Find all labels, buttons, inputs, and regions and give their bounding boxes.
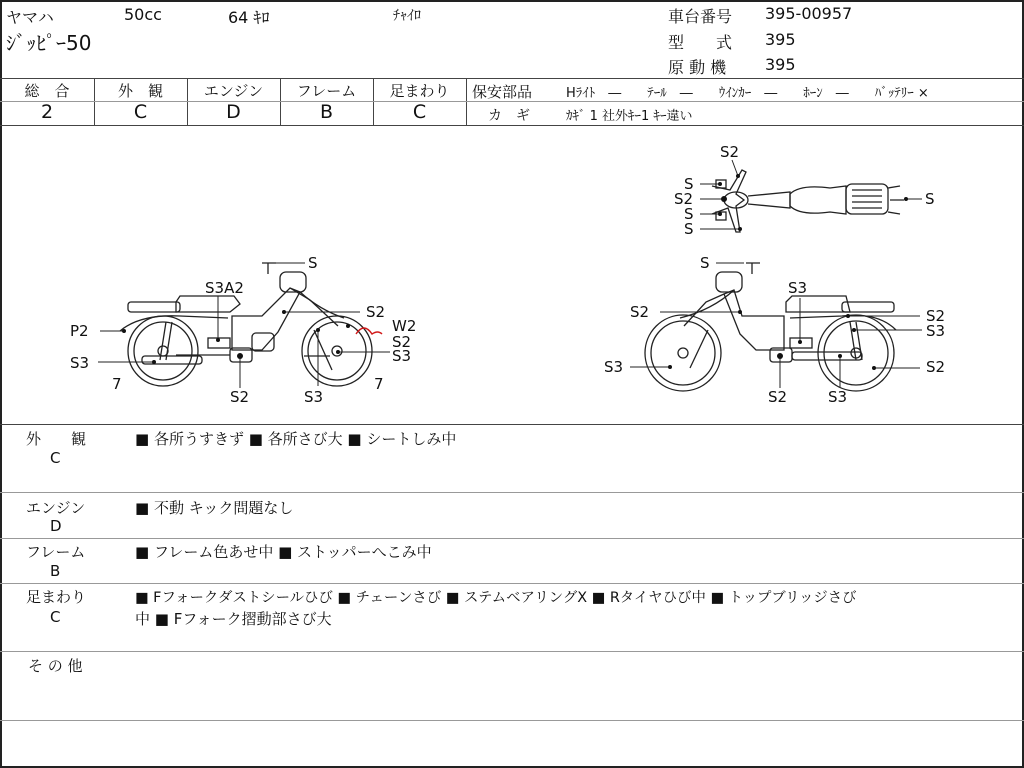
note-frame-text: ■ フレーム色あせ中 ■ ストッパーへこみ中 <box>135 543 432 561</box>
grade-suspension-value: C <box>412 101 427 123</box>
grade-frame-value: B <box>319 101 334 123</box>
diagram-label: S2 <box>630 303 650 321</box>
safety-parts-label: 保安部品 <box>472 83 533 101</box>
diagram-label: P2 <box>70 322 89 340</box>
diagram-label: S3 <box>604 358 624 376</box>
diagram-label: S <box>925 190 935 208</box>
diagram-label: S3 <box>926 322 946 340</box>
grade-exterior-title: 外 観 <box>117 82 163 100</box>
model-name: ｼﾞｯﾋﾟｰ50 <box>6 31 92 55</box>
type-label: 型 式 <box>668 33 733 52</box>
diagram-label: S2 <box>392 333 412 351</box>
note-suspension-text-2: 中 ■ Fフォーク摺動部さび大 <box>135 610 332 628</box>
divider <box>0 583 1024 584</box>
diagram-label: S <box>684 205 694 223</box>
diagram-label: S2 <box>720 143 740 161</box>
grade-frame-title: フレーム <box>296 82 357 100</box>
note-engine-grade: D <box>50 517 62 535</box>
right-side-bike-icon <box>645 263 896 391</box>
divider <box>0 424 1024 425</box>
grade-overall-title: 総 合 <box>24 82 70 100</box>
note-exterior-label: 外 観 <box>26 430 87 448</box>
grade-suspension-title: 足まわり <box>389 82 450 100</box>
top-view-bike-icon <box>712 170 904 232</box>
grade-exterior-value: C <box>133 101 148 123</box>
note-engine-text: ■ 不動 キック問題なし <box>135 499 294 517</box>
note-frame-label: フレーム <box>26 543 86 561</box>
diagram-label: S2 <box>230 388 250 406</box>
diagram-label: S <box>684 220 694 238</box>
note-suspension-grade: C <box>50 608 61 626</box>
diagram-label: 7 <box>374 375 384 393</box>
divider <box>0 492 1024 493</box>
mileage: 64 ｷﾛ <box>228 8 270 27</box>
diagram-label: S2 <box>926 307 946 325</box>
note-exterior-grade: C <box>50 449 61 467</box>
diagram-label: S2 <box>674 190 694 208</box>
grade-engine-title: エンジン <box>203 82 264 100</box>
key-label: カ ギ <box>488 108 530 124</box>
grade-overall-value: 2 <box>40 101 54 123</box>
note-exterior-text: ■ 各所うすきず ■ 各所さび大 ■ シートしみ中 <box>135 430 457 448</box>
leader-lines <box>98 160 922 388</box>
color: ﾁｬｲﾛ <box>393 8 421 24</box>
displacement: 50cc <box>124 5 162 24</box>
key-items: ｶｷﾞ 1 社外ｷｰ1 ｷｰ違い <box>566 109 693 124</box>
engine-label: 原 動 機 <box>668 58 727 77</box>
engine-value: 395 <box>765 55 796 74</box>
diagram-label: S2 <box>768 388 788 406</box>
damage-diagram <box>0 126 1024 424</box>
diagram-label: W2 <box>392 317 417 335</box>
diagram-label: S3 <box>828 388 848 406</box>
grade-engine-value: D <box>226 101 241 123</box>
safety-parts-items: Hﾗｲﾄ ― ﾃｰﾙ ― ｳｲﾝｶｰ ― ﾎｰﾝ ― ﾊﾞｯﾃﾘｰ × <box>566 86 929 101</box>
divider <box>0 651 1024 652</box>
diagram-label: S3 <box>70 354 90 372</box>
diagram-label: S3 <box>392 347 412 365</box>
divider <box>0 78 1024 79</box>
divider <box>466 101 1024 102</box>
note-engine-label: エンジン <box>26 499 86 517</box>
frame-number-label: 車台番号 <box>668 7 733 26</box>
diagram-label: S2 <box>926 358 946 376</box>
maker: ヤマハ <box>6 8 54 27</box>
frame-number-value: 395-00957 <box>765 4 853 23</box>
diagram-label: 7 <box>112 375 122 393</box>
note-suspension-label: 足まわり <box>26 588 87 606</box>
divider <box>0 538 1024 539</box>
note-other-label: そ の 他 <box>28 657 83 675</box>
divider <box>0 720 1024 721</box>
diagram-label: S3 <box>304 388 324 406</box>
note-suspension-text: ■ Fフォークダストシールひび ■ チェーンさび ■ ステムベアリングX ■ Rタイヤひび中 ■ トップブリッジさび <box>135 590 857 606</box>
diagram-label: S <box>700 254 710 272</box>
diagram-label: S3 <box>788 279 808 297</box>
diagram-label: S2 <box>366 303 386 321</box>
left-side-bike-icon <box>120 263 372 386</box>
diagram-label: S <box>684 175 694 193</box>
note-frame-grade: B <box>50 562 61 580</box>
diagram-label: S3A2 <box>205 279 244 297</box>
type-value: 395 <box>765 30 796 49</box>
diagram-label: S <box>308 254 318 272</box>
